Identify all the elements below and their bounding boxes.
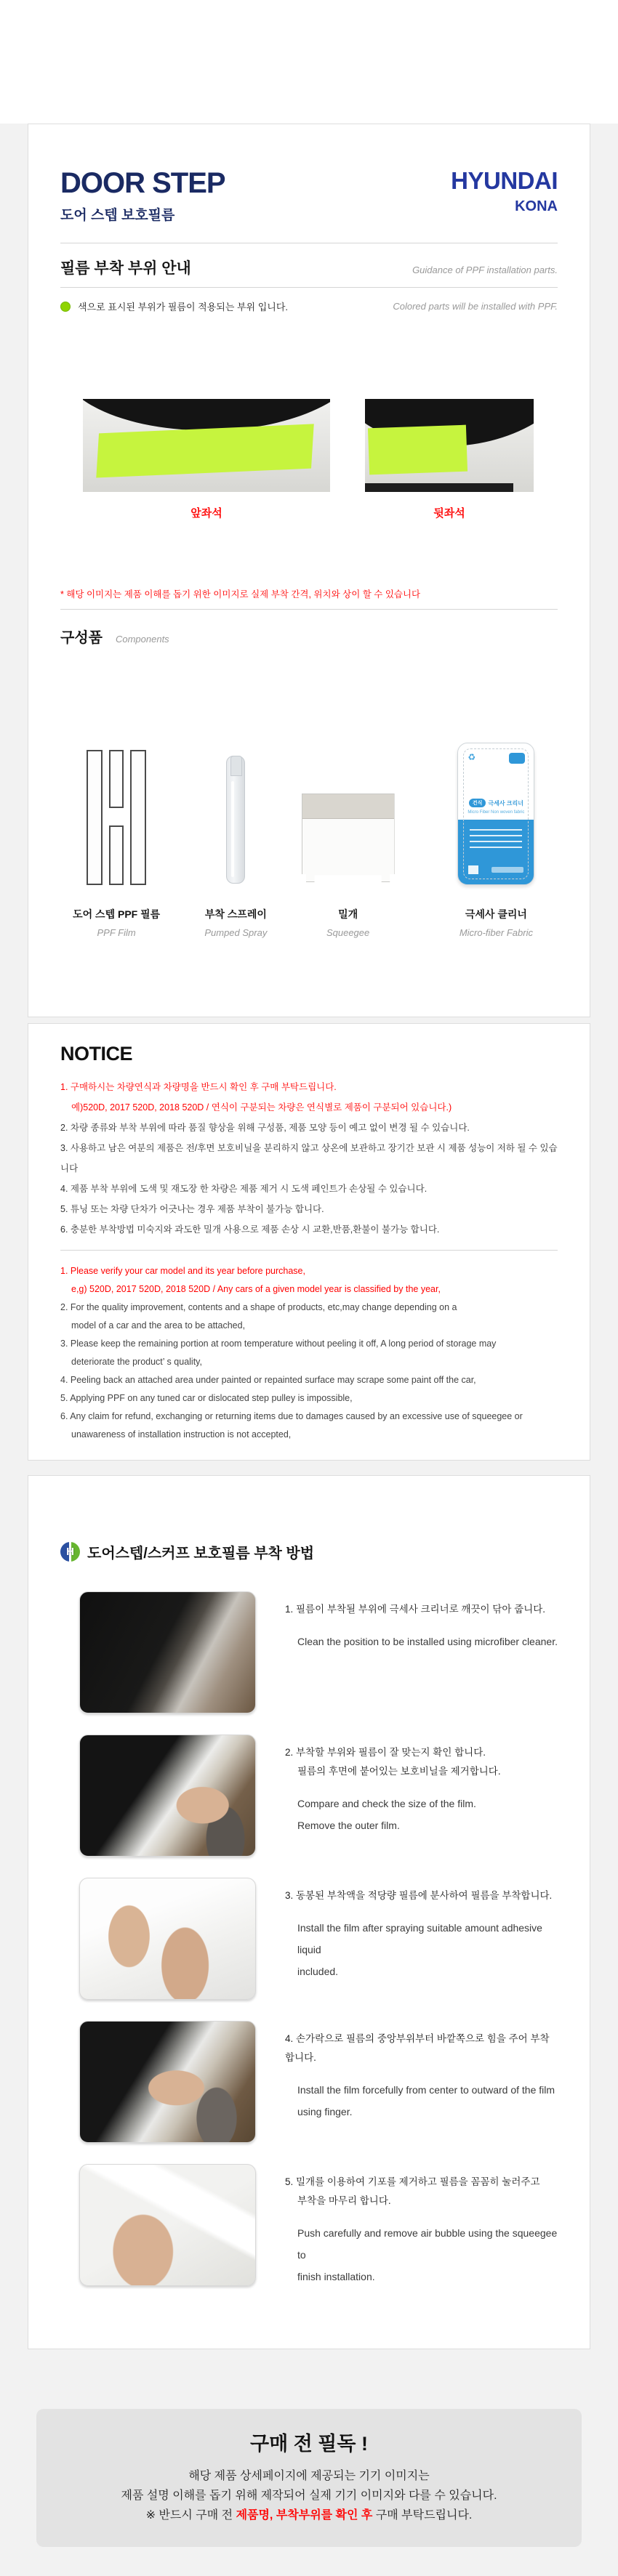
installation-steps [60, 1591, 558, 2288]
component-label-en: Pumped Spray [204, 927, 268, 938]
step-kr-line: 5. 밀개를 이용하여 기포를 제거하고 필름을 꼼꼼히 눌러주고 [285, 2176, 540, 2187]
spray-figure [172, 740, 299, 885]
component-label-kr: 부착 스프레이 [204, 908, 267, 920]
installation-title: 도어스텝/스커프 보호필름 부착 방법 [87, 1546, 315, 1562]
installation-header [60, 1541, 558, 1562]
ppf-film-figure [60, 740, 172, 885]
notice-title: NOTICE [60, 1043, 133, 1065]
green-dot-icon [60, 302, 71, 312]
front-seat-label: 앞좌석 [190, 507, 222, 520]
rear-seat-label: 뒷좌석 [433, 507, 465, 520]
notice-kr-item: 3. 사용하고 남은 여분의 제품은 전/후면 보호비닐을 분리하지 않고 상온에 보관하고 장기간 보관 시 제품 성능이 저하 될 수 있습니다 [60, 1143, 558, 1174]
step-5 [60, 2164, 558, 2288]
step-en-line: Push carefully and remove air bubble using the squeegee to [297, 2227, 558, 2261]
notice-kr-item: 4. 제품 부착 부위에 도색 및 재도장 한 차량은 제품 제거 시 도색 페인트가 손상될 수 있습니다. [60, 1184, 428, 1194]
guide-bullet [60, 299, 288, 313]
step-en-line: using finger. [297, 2106, 353, 2117]
notice-en-item: 6. Any claim for refund, exchanging or returning items due to damages caused by an excessive use of squeegee or [60, 1411, 523, 1421]
pre-purchase-red-text: 제품명, 부착부위를 확인 후 [236, 2509, 373, 2522]
step-1-photo [79, 1591, 256, 1713]
packet-text-line [470, 829, 522, 831]
step-en-line: Install the film after spraying suitable amount adhesive liquid [297, 1922, 542, 1955]
pre-purchase-notice-box [36, 2409, 582, 2547]
divider [60, 1250, 558, 1251]
rear-doorstep-photo [365, 399, 534, 492]
notice-en-item: 1. Please verify your car model and its year before purchase, [60, 1266, 305, 1276]
notice-en-item-cont: e,g) 520D, 2017 520D, 2018 520D / Any cars of a given model year is classified by the year, [71, 1284, 441, 1294]
packet-text-line [470, 847, 522, 848]
notice-kr-item-cont: 예)520D, 2017 520D, 2018 520D / 연식이 구분되는 차량은 연식별로 제품이 구분되어 있습니다.) [71, 1102, 452, 1113]
page-background [0, 124, 618, 2576]
component-squeegee [299, 740, 396, 938]
guide-title-en: Guidance of PPF installation parts. [412, 265, 558, 275]
brand-name: HYUNDAI [451, 167, 558, 194]
front-doorstep-photo [83, 399, 330, 492]
packet-name-kr: 극세사 크리너 [488, 799, 523, 807]
components-section-header [60, 626, 558, 647]
pre-purchase-line-mixed [51, 2506, 567, 2525]
divider [60, 609, 558, 610]
step-3 [60, 1878, 558, 2000]
step-5-photo [79, 2164, 256, 2286]
step-kr-line: 2. 부착할 부위와 필름이 잘 맞는지 확인 합니다. [285, 1747, 486, 1758]
product-overview-card [28, 124, 590, 1017]
step-kr-line: 필름의 후면에 붙어있는 보호비닐을 제거합니다. [297, 1766, 501, 1777]
step-1-text [285, 1591, 558, 1713]
divider [60, 287, 558, 288]
header-right [451, 168, 558, 215]
step-en-line: Compare and check the size of the film. [297, 1798, 476, 1809]
film-strip [87, 750, 103, 885]
installation-card [28, 1475, 590, 2349]
ppf-highlight-area [97, 424, 314, 478]
squeegee-graphic [302, 794, 395, 882]
pre-purchase-suffix: 구매 부탁드립니다. [372, 2509, 473, 2522]
notice-en-item: 3. Please keep the remaining portion at room temperature without peeling it off, A long period of storage may [60, 1339, 497, 1349]
guide-bullet-text-en: Colored parts will be installed with PPF. [393, 301, 558, 312]
speech-bubble-icon [509, 753, 525, 764]
step-en-line: included. [297, 1966, 339, 1977]
notice-en-item: 2. For the quality improvement, contents and a shape of products, etc,may change depending on a [60, 1302, 457, 1312]
notice-list-en [60, 1262, 558, 1444]
step-4-photo [79, 2021, 256, 2143]
pre-purchase-line: 제품 설명 이해를 돕기 위해 제작되어 실제 기기 이미지와 다를 수 있습니다. [121, 2490, 497, 2502]
component-label-kr: 밀개 [338, 908, 358, 920]
film-strip [109, 750, 124, 808]
packet-logo-mark [468, 865, 478, 874]
header-left [60, 168, 225, 224]
step-en-line: Remove the outer film. [297, 1820, 400, 1831]
notice-kr-item: 5. 튜닝 또는 차량 단차가 어긋나는 경우 제품 부착이 불가능 합니다. [60, 1204, 324, 1214]
pre-purchase-prefix: ※ 반드시 구매 전 [145, 2509, 236, 2522]
pre-purchase-line: 해당 제품 상세페이지에 제공되는 기기 이미지는 [188, 2470, 430, 2482]
squeegee-figure [299, 740, 396, 885]
film-strips-graphic [87, 748, 146, 885]
components-title-en: Components [115, 634, 169, 645]
pre-purchase-title: 구매 전 필독 ! [250, 2433, 368, 2455]
step-kr-line: 부착을 마무리 합니다. [297, 2195, 391, 2206]
front-seat-figure [83, 399, 330, 520]
step-3-text [285, 1878, 558, 2000]
spray-bottle-graphic [226, 756, 245, 884]
squeegee-felt-band [302, 794, 394, 819]
step-2-text [285, 1735, 501, 1857]
film-strip [109, 825, 124, 885]
step-kr-line: 4. 손가락으로 필름의 중앙부위부터 바깥쪽으로 힘을 주어 부착 합니다. [285, 2033, 550, 2063]
notice-kr-item: 1. 구매하시는 차량연식과 차량명을 반드시 확인 후 구매 부탁드립니다. [60, 1082, 337, 1092]
notice-en-item-cont: deteriorate the product’ s quality, [71, 1357, 202, 1367]
notice-card [28, 1023, 590, 1461]
step-kr-line: 1. 필름이 부착될 부위에 극세사 크리너로 깨끗이 닦아 줍니다. [285, 1604, 545, 1615]
step-2 [60, 1735, 558, 1857]
notice-en-item-cont: model of a car and the area to be attached, [71, 1320, 246, 1331]
step-en-line: Install the film forcefully from center to outward of the film [297, 2084, 555, 2096]
guide-bullet-row [60, 299, 558, 313]
component-ppf-film [60, 740, 172, 938]
ground-strip [365, 483, 513, 492]
microfiber-packet-graphic [457, 743, 534, 885]
notice-list-kr [60, 1077, 558, 1240]
guide-bullet-text: 색으로 표시된 부위가 필름이 적용되는 부위 입니다. [78, 302, 289, 312]
notice-kr-item: 6. 충분한 부착방법 미숙지와 과도한 밀개 사용으로 제품 손상 시 교환,반품,환불이 불가능 합니다. [60, 1224, 440, 1235]
step-4 [60, 2021, 558, 2143]
guide-title: 필름 부착 부위 안내 [60, 260, 191, 277]
step-en-line: finish installation. [297, 2271, 375, 2282]
step-kr-line: 3. 동봉된 부착액을 적당량 필름에 분사하여 필름을 부착합니다. [285, 1890, 553, 1901]
model-name: KONA [515, 198, 558, 215]
packet-contact-line [491, 867, 523, 873]
packet-text-line [470, 841, 522, 842]
rear-seat-figure [365, 399, 534, 520]
guide-section-header [60, 257, 558, 278]
components-row [60, 740, 558, 938]
component-microfiber [435, 740, 558, 938]
step-5-text [285, 2164, 558, 2288]
microfiber-figure [435, 740, 558, 885]
packet-title-row [458, 799, 534, 807]
recycle-icon: ♻ [467, 752, 476, 762]
component-label-en: Micro-fiber Fabric [459, 927, 533, 938]
page-title: DOOR STEP [60, 167, 225, 199]
notice-kr-item: 2. 차량 종류와 부착 부위에 따라 품질 향상을 위해 구성품, 제품 모양 등이 예고 없이 변경 될 수 있습니다. [60, 1123, 470, 1133]
component-spray [172, 740, 299, 938]
ppf-highlight-area [368, 425, 467, 475]
notice-en-item-cont: unawareness of installation instruction is not accepted, [71, 1429, 292, 1440]
notice-en-item: 5. Applying PPF on any tuned car or dislocated step pulley is impossible, [60, 1393, 353, 1403]
component-label-kr: 극세사 클리너 [465, 908, 527, 920]
component-label-en: PPF Film [97, 927, 136, 938]
hyundai-h-logo-icon: H [60, 1542, 80, 1562]
page-subtitle: 도어 스텝 보호필름 [60, 208, 175, 223]
component-label-kr: 도어 스텝 PPF 필름 [73, 908, 161, 920]
packet-name-en: Micro Fiber Non woven fabric [467, 810, 525, 815]
film-strip [130, 750, 146, 885]
components-title: 구성품 [60, 630, 103, 646]
packet-text-line [470, 835, 522, 836]
install-area-photos [83, 399, 558, 520]
step-1 [60, 1591, 558, 1713]
header [60, 168, 558, 224]
step-en-line: Clean the position to be installed using microfiber cleaner. [297, 1636, 558, 1647]
component-label-en: Squeegee [326, 927, 370, 938]
top-white-strip [0, 0, 618, 108]
step-3-photo [79, 1878, 256, 2000]
packet-badge: 건식 [469, 799, 486, 807]
step-4-text [285, 2021, 558, 2143]
image-disclaimer-note: * 해당 이미지는 제품 이해를 돕기 위한 이미지로 실제 부착 간격, 위치와 상이 할 수 있습니다 [60, 589, 421, 599]
step-2-photo [79, 1735, 256, 1857]
film-strip-column [109, 750, 124, 885]
notice-en-item: 4. Peeling back an attached area under painted or repainted surface may scrape some paint off the car, [60, 1375, 476, 1385]
